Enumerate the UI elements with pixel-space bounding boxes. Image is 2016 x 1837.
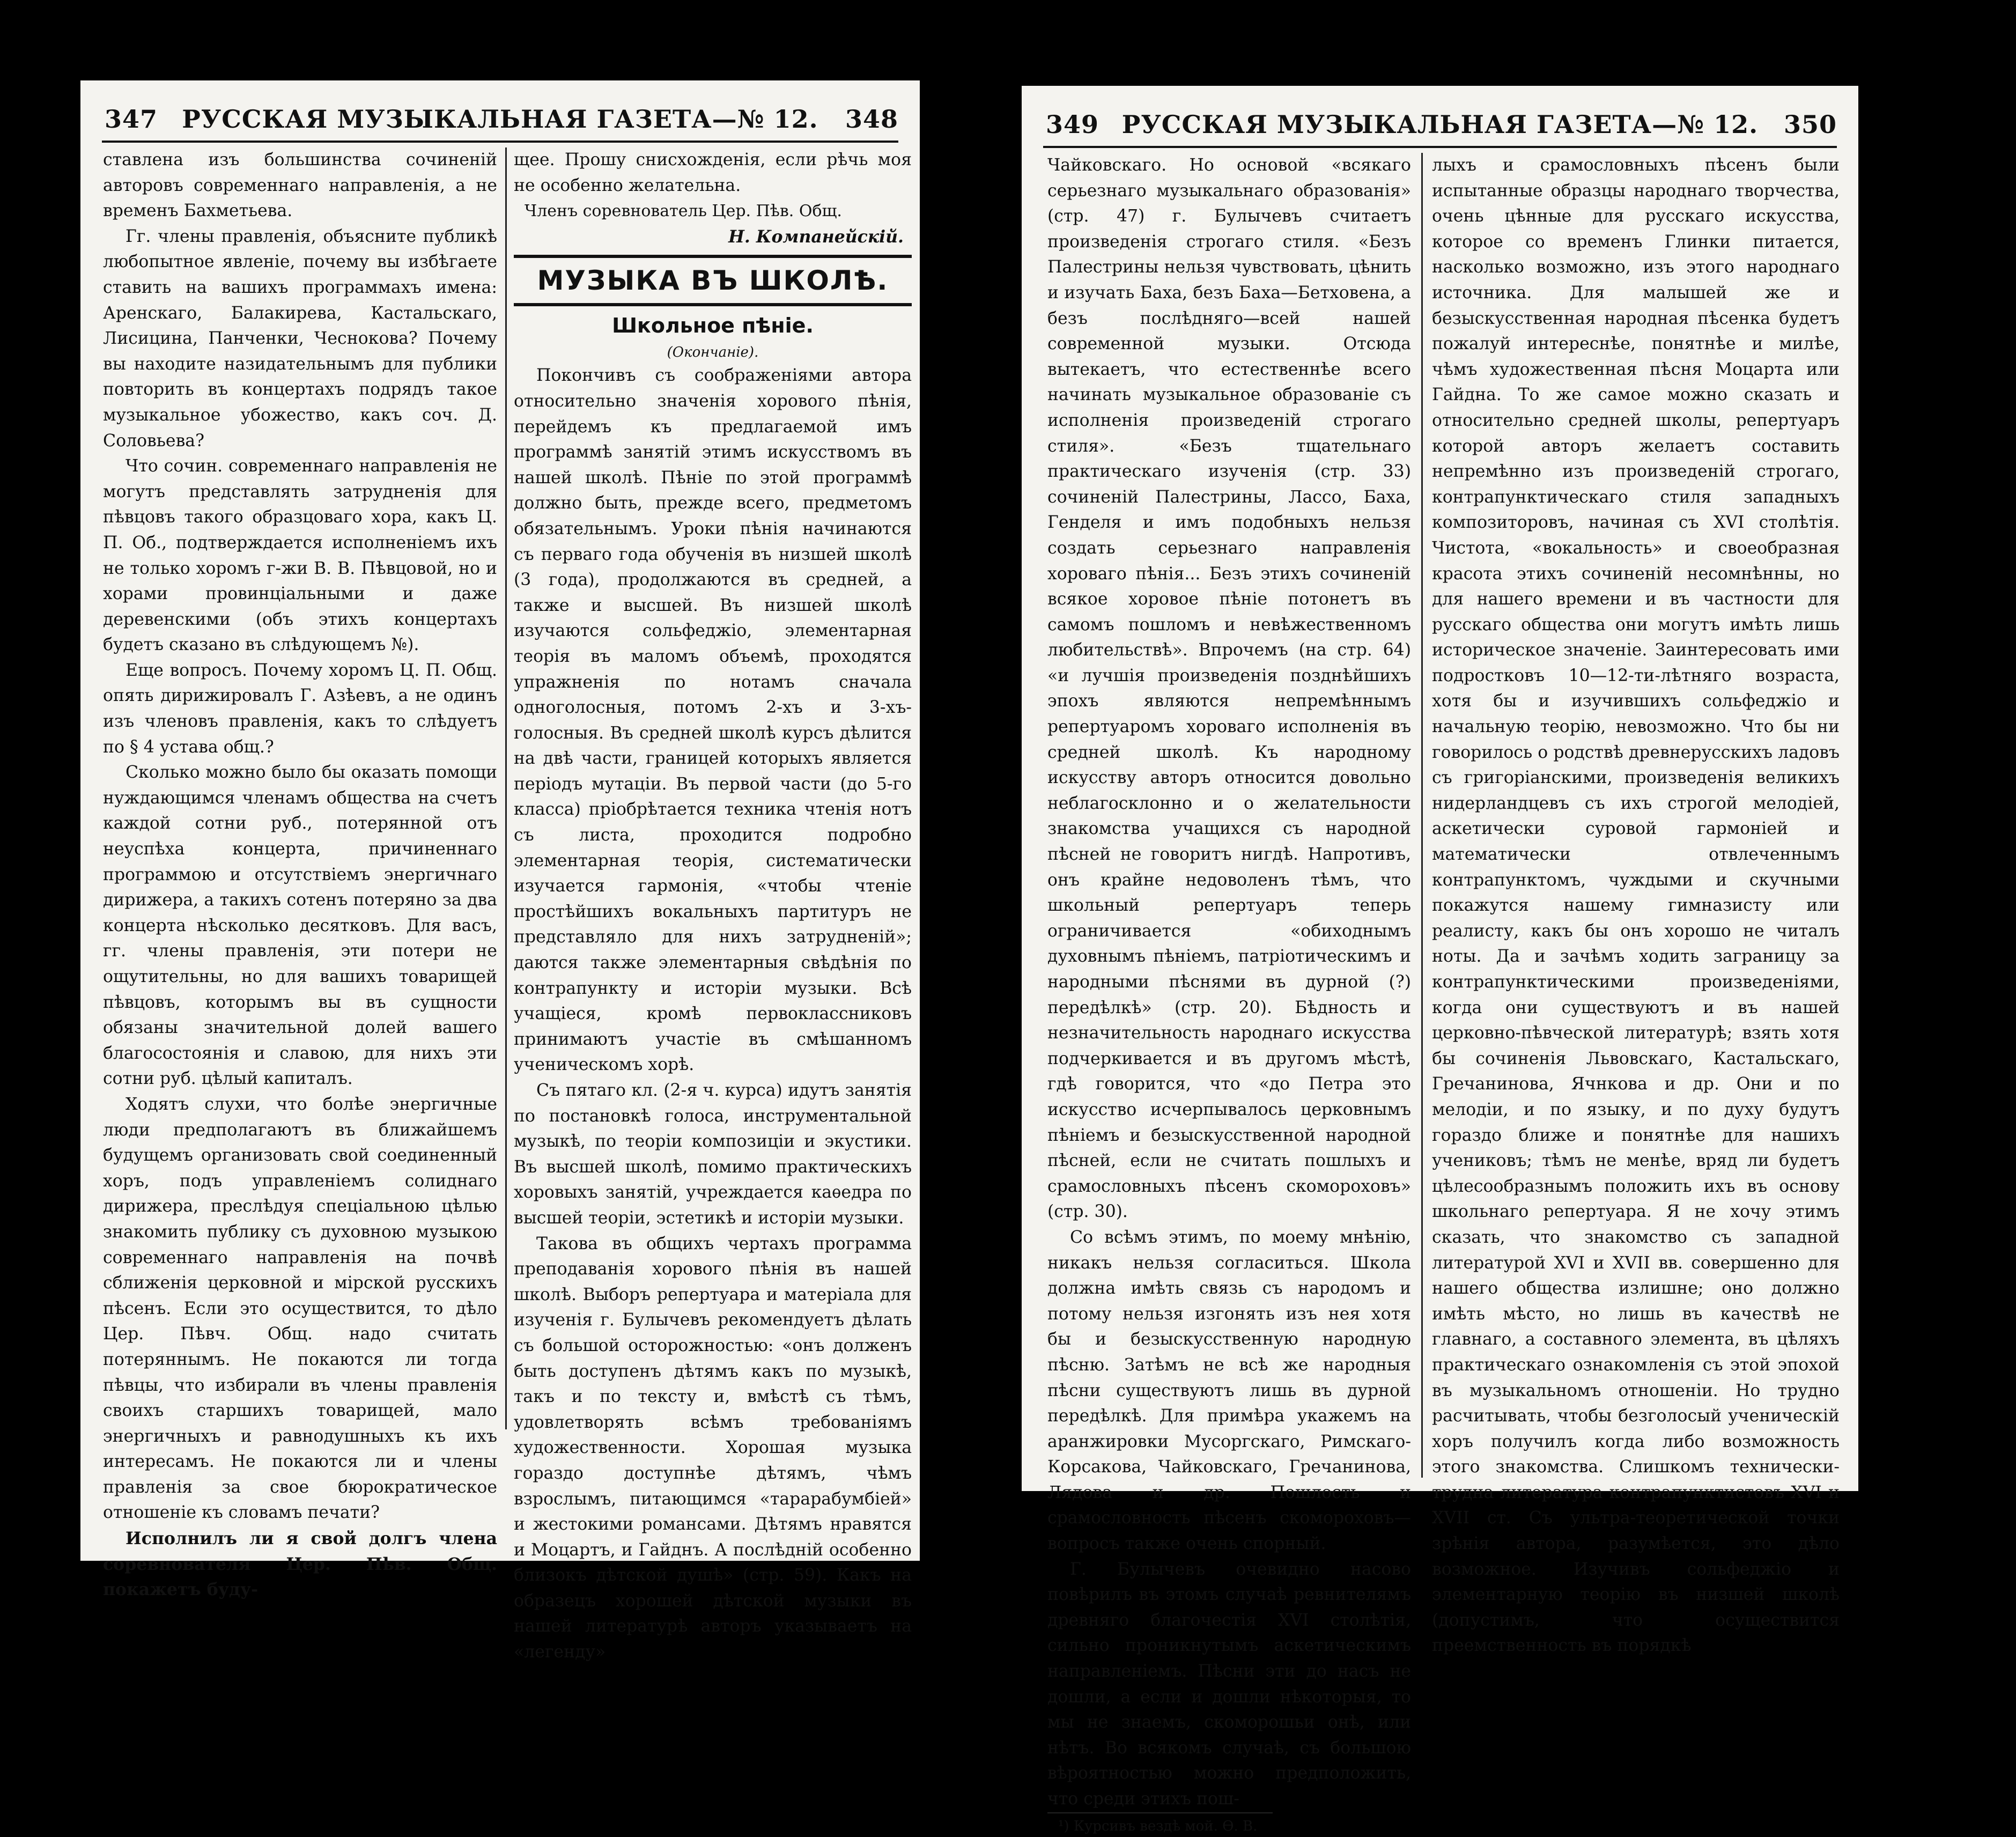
paragraph: Покончивъ съ соображеніями автора относительно значенія хорового пѣнія, перейдемъ къ предлагаемой имъ программѣ занятій этимъ искусствомъ въ нашей школѣ. Пѣніе по этой программѣ должно быть, прежде всего, предметомъ обязательнымъ. Уроки пѣнія начинаются съ перваго года обученія въ низшей школѣ (3 года), продолжаются въ средней, а также и высшей. Въ низшей школѣ изучаются сольфеджіо, элементарная теорія въ маломъ объемѣ, проходятся упражненія по нотамъ сначала одноголосныя, потомъ 2-хъ и 3-хъ-голосныя. Въ средней школѣ курсъ дѣлится на двѣ части, границей которыхъ является періодъ мутаціи. Въ первой части (до 5-го класса) пріобрѣтается техника чтенія нотъ съ листа, проходится подробно элементарная теорія, систематически изучается гармонія, «чтобы чтеніе простѣйшихъ вокальныхъ партитуръ не представляло для нихъ затрудненій»; даются также элементарныя свѣдѣнія по контрапункту и исторіи музыки. Всѣ учащіеся, кромѣ первоклассниковъ принимаютъ участіе въ смѣшанномъ ученическомъ хорѣ. — [514, 366, 912, 1075]
paragraph: Г. Булычевъ очевидно насово повѣрилъ въ этомъ случаѣ ревнителямъ древняго благочестія XVI столѣтія, сильно проникнутымъ аскетическимъ направленіемъ. Пѣсни эти до насъ не дошли, а если и дошли нѣкоторыя, то мы не знаемъ, скоморошьи онѣ, или нѣтъ. Во всякомъ случаѣ, съ большою вѣроятностью можно предположить, что среди этихъ пош- — [1047, 1559, 1411, 1809]
right-newspaper-page — [1022, 86, 1858, 1834]
paragraph: Еще вопросъ. Почему хоромъ Ц. П. Общ. опять дирижировалъ Г. Азѣевъ, а не одинъ изъ членовъ правленія, какъ то слѣдуетъ по § 4 устава общ.? — [103, 660, 497, 757]
section-headline: МУЗЫКА ВЪ ШКОЛѢ. — [514, 255, 912, 306]
article-title: Школьное пѣніе. — [612, 314, 814, 338]
text-column — [514, 147, 912, 1662]
paragraph: Что сочин. современнаго направленія не могутъ представлять затрудненія для пѣвцовъ такого образцоваго хора, какъ Ц. П. Об., подтверждается исполненіемъ ихъ не только хоромъ г-жи В. В. Пѣвцовой, но и хорами провинціальными и даже деревенскими (объ этихъ концертахъ будетъ сказано въ слѣдующемъ №). — [103, 456, 497, 655]
author-signoff-line: Членъ соревнователь Цер. Пѣв. Общ. — [525, 202, 842, 221]
newspaper-title: РУССКАЯ МУЗЫКАЛЬНАЯ ГАЗЕТА—№ 12. — [1121, 110, 1759, 139]
running-head — [1022, 110, 1858, 147]
paragraph: Сколько можно было бы оказать помощи нуждающимся членамъ общества на счетъ каждой сотни руб., потерянной отъ неуспѣха концерта, причиненнаго программою и отсутствіемъ энергичнаго дирижера, а такихъ сотенъ потеряно за два концерта нѣсколько десятковъ. Для васъ, гг. члены правленія, эти потери не ощутительны, но для вашихъ товарищей пѣвцовъ, которымъ вы въ сущности обязаны значительной долей вашего благосостоянія и славою, для нихъ эти сотни руб. цѣлый капиталъ. — [103, 763, 497, 1089]
text-column — [103, 147, 497, 1600]
paragraph: Такова въ общихъ чертахъ программа преподаванія хорового пѣнія въ нашей школѣ. Выборъ репертуара и матеріала для изученія г. Булычевъ рекомендуетъ дѣлать съ большой осторожностью: «онъ долженъ быть доступенъ дѣтямъ какъ по музыкѣ, такъ и по тексту и, вмѣстѣ съ тѣмъ, удовлетворять всѣмъ требованіямъ художественности. Хорошая музыка гораздо доступнѣе дѣтямъ, чѣмъ взрослымъ, питающимся «тарарабумбіей» и жестокими романсами. Дѣтямъ нравятся и Моцартъ, и Гайднъ. А послѣдній особенно близокъ дѣтской душѣ» (стр. 59). Какъ на образецъ хорошей дѣтской музыки въ нашей литературѣ авторъ указываетъ на «легенду» — [514, 1234, 912, 1662]
footnote-text: ¹) Курсивъ вездѣ мой. Ѳ. В. — [1058, 1818, 1258, 1834]
column-divider — [505, 147, 507, 1429]
newspaper-title: РУССКАЯ МУЗЫКАЛЬНАЯ ГАЗЕТА—№ 12. — [182, 105, 818, 134]
page-number: 347 — [105, 105, 158, 134]
text-column — [1432, 153, 1840, 1656]
author-name: Н. Компанейскій. — [728, 226, 904, 247]
paragraph: ставлена изъ большинства сочиненій авторовъ современнаго направленія, а не временъ Бахметьева. — [103, 150, 497, 221]
paragraph: Гг. члены правленія, объясните публикѣ любопытное явленіе, почему вы избѣгаете ставить на вашихъ программахъ имена: Аренскаго, Балакирева, Кастальскаго, Лисицина, Панченки, Чеснокова? Почему вы находите назидательнымъ для публики повторить въ концертахъ подрядъ такое музыкальное убожество, какъ соч. Д. Соловьева? — [103, 226, 497, 451]
paragraph: Со всѣмъ этимъ, по моему мнѣнію, никакъ нельзя согласиться. Школа должна имѣть связь съ народомъ и потому нельзя изгонять изъ нея хотя бы и безыскусственную народную пѣсню. Затѣмъ не всѣ же народныя пѣсни существуютъ лишь въ дурной передѣлкѣ. Для примѣра укажемъ на аранжировки Мусоргскаго, Римскаго-Корсакова, Чайковскаго, Гречанинова, Лядова и др. Пошлость и срамословность пѣсенъ скомороховъ—вопросъ также очень спорный. — [1047, 1227, 1411, 1554]
left-newspaper-page — [80, 80, 920, 1662]
footnote — [1047, 1812, 1273, 1837]
text-column — [1047, 153, 1411, 1834]
paragraph: Ходятъ слухи, что болѣе энергичные люди предполагаютъ въ ближайшемъ будущемъ организовать свой соединенный хоръ, подъ управленіемъ солиднаго дирижера, преслѣдуя спеціальною цѣлью знакомить публику съ духовною музыкою современнаго направленія на почвѣ сближенія церковной и мірской русскихъ пѣсенъ. Если это осуществится, то дѣло Цер. Пѣвч. Общ. надо считать потеряннымъ. Не покаются ли тогда пѣвцы, что избирали въ члены правленія своихъ старшихъ товарищей, мало энергичныхъ и равнодушныхъ къ ихъ интересамъ. Не покаются ли и члены правленія за свое бюрократическое отношеніе къ словамъ печати? — [103, 1094, 497, 1523]
page-number: 349 — [1046, 110, 1099, 139]
header-rule — [102, 141, 898, 143]
running-head — [80, 105, 920, 142]
header-rule — [1043, 146, 1837, 148]
column-divider — [1421, 153, 1423, 1478]
page-number: 348 — [845, 105, 898, 134]
paragraph: Чайковскаго. Но основой «всякаго серьезнаго музыкальнаго образованія» (стр. 47) г. Булычевъ считаетъ произведенія строгаго стиля. «Безъ Палестрины нельзя чувствовать, цѣнить и изучать Баха, безъ Баха—Бетховена, а безъ послѣдняго—всей нашей современной музыки. Отсюда вытекаетъ, что естественнѣе всего начинать музыкальное образованіе съ исполненія произведеній строгаго стиля». «Безъ тщательнаго практическаго изученія (стр. 33) сочиненій Палестрины, Лассо, Баха, Генделя и имъ подобныхъ нельзя создать серьезнаго направленія хороваго пѣнія... Безъ этихъ сочиненій всякое хоровое пѣніе потонетъ въ самомъ пошломъ и невѣжественномъ любительствѣ». Впрочемъ (на стр. 64) «и лучшія произведенія позднѣйшихъ эпохъ являются непремѣннымъ репертуаромъ хороваго исполненія въ средней школѣ. Къ народному искусству авторъ относится довольно неблагосклонно и о желательности знакомства учащихся съ народной пѣсней не говоритъ нигдѣ. Напротивъ, онъ крайне недоволенъ тѣмъ, что школьный репертуаръ теперь ограничивается «обиходнымъ духовнымъ пѣніемъ, патріотическимъ и народными пѣснями въ дурной (?) передѣлкѣ» (стр. 20). Бѣдность и незначительность народнаго искусства подчеркивается и въ другомъ мѣстѣ, гдѣ говорится, что «до Петра это искусство исчерпывалось церковнымъ пѣніемъ и безыскусственной народной пѣсней, если не считать пошлыхъ и срамословныхъ пѣсенъ скомороховъ» (стр. 30). — [1047, 156, 1411, 1222]
article-subtitle-note: (Окончаніе). — [667, 344, 759, 361]
page-number: 350 — [1783, 110, 1837, 139]
paragraph: Съ пятаго кл. (2-я ч. курса) идутъ занятія по постановкѣ голоса, инструментальной музыкѣ, по теоріи композиціи и экустики. Въ высшей школѣ, помимо практическихъ хоровыхъ занятій, учреждается каѳедра по высшей теоріи, эстетикѣ и исторіи музыки. — [514, 1081, 912, 1228]
paragraph: щее. Прошу снисхожденія, если рѣчь моя не особенно желательна. — [514, 150, 912, 195]
paragraph: Исполнилъ ли я свой долгъ члена соревнователя Цер. Пѣв. Общ. покажетъ буду- — [103, 1529, 497, 1600]
paragraph: лыхъ и срамословныхъ пѣсенъ были испытанные образцы народнаго творчества, очень цѣнные для русскаго искусства, которое со временъ Глинки питается, насколько возможно, изъ этого народнаго источника. Для малышей же и безыскусственная народная пѣсенка будетъ пожалуй интереснѣе, понятнѣе и милѣе, чѣмъ художественная пѣсня Моцарта или Гайдна. То же самое можно сказать и относительно средней школы, репертуаръ которой авторъ желаетъ составить непремѣнно изъ произведеній строгаго, контрапунктическаго стиля западныхъ композиторовъ, начиная съ XVI столѣтія. Чистота, «вокальность» и своеобразная красота этихъ сочиненій несомнѣнны, но для нашего времени и въ частности для русскаго общества они могутъ имѣть лишь историческое значеніе. Заинтересовать ими подростковъ 10—12-ти-лѣтняго возраста, хотя бы и изучившихъ сольфеджіо и начальную теорію, невозможно. Что бы ни говорилось о родствѣ древнерусскихъ ладовъ съ григоріанскими, произведенія великихъ нидерландцевъ съ ихъ строгой мелодіей, аскетически суровой гармоніей и математически отвлеченнымъ контрапунктомъ, чуждыми и скучными покажутся нашему гимназисту или реалисту, какъ бы онъ хорошо не читалъ ноты. Да и зачѣмъ ходить заграницу за контрапунктическими произведеніями, когда они существуютъ и въ нашей церковно-пѣвческой литературѣ; взять хотя бы сочиненія Львовскаго, Кастальскаго, Гречанинова, Ячнкова и др. Они и по мелодіи, и по языку, и по духу будутъ гораздо ближе и понятнѣе для нашихъ учениковъ; тѣмъ не менѣе, вряд ли будетъ цѣлесообразнымъ положить ихъ въ основу школьнаго репертуара. Я не хочу этимъ сказать, что знакомство съ западной литературой XVI и XVII вв. совершенно для нашего общества излишне; оно должно имѣть мѣсто, но лишь въ качествѣ не главнаго, а составного элемента, въ цѣляхъ практическаго ознакомленія съ этой эпохой въ музыкальномъ отношеніи. Но трудно расчитывать, чтобы безголосый ученическій хоръ получилъ когда либо возможность этого знакомства. Слишкомъ технически-трудна литература контрапунктистовъ XVI и XVII ст. Съ ультра-теоретической точки зрѣнія автора, разумѣется, это дѣло возможное. Изучивъ сольфеджіо и элементарную теорію въ низшей школѣ (допустимъ, что осуществится преемственность въ порядкѣ — [1432, 156, 1840, 1656]
